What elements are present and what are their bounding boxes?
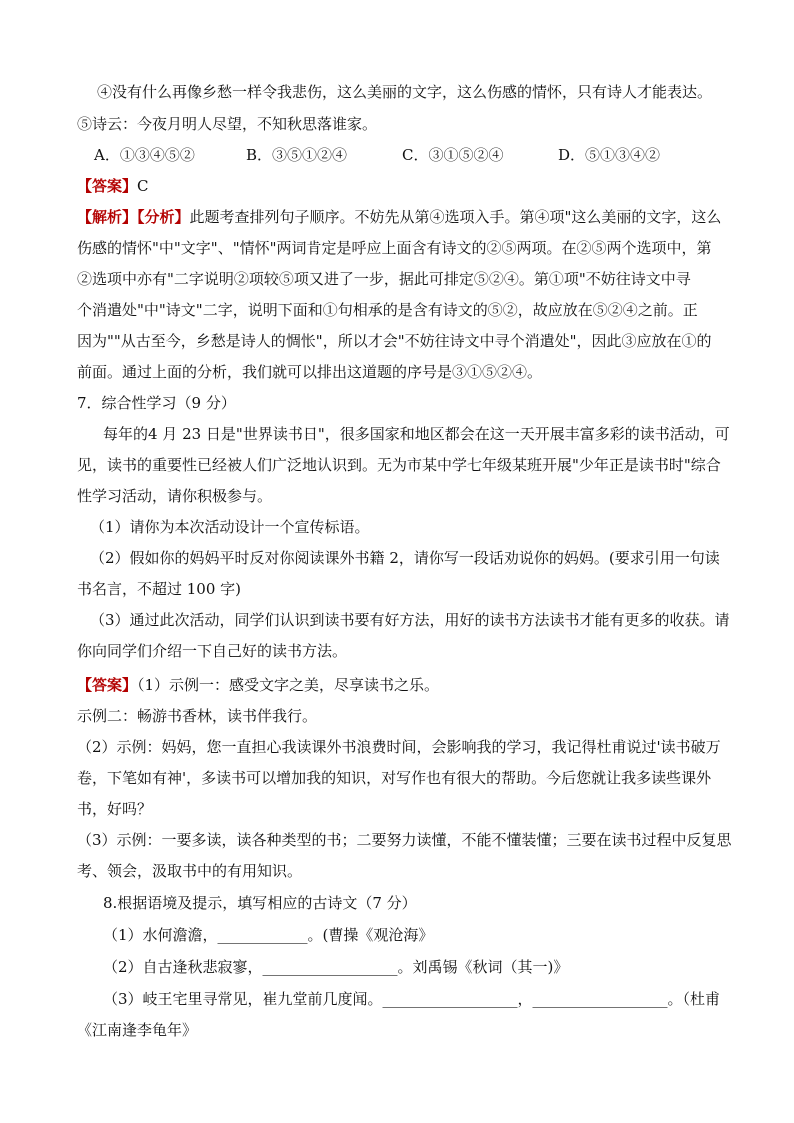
- answer-value: C: [137, 177, 149, 195]
- answer-tag: 【答案】: [77, 676, 138, 694]
- q6-analysis-line-5: 因为""从古至今，乡愁是诗人的惆怅"，所以才会"不妨往诗文中寻个消遣处"，因此③应放在①的: [77, 332, 712, 350]
- q6-analysis-line-3: ②选项中亦有"二字说明②项较⑤项又进了一步，据此可排定⑤②④。第①项"不妨往诗文中寻: [77, 270, 691, 288]
- q6-analysis-line-6: 前面。通过上面的分析，我们就可以排出这道题的序号是③①⑤②④。: [77, 363, 543, 381]
- q6-answer: [77, 176, 149, 196]
- answer-text: （1）示例一：感受文字之美，尽享读书之乐。: [137, 676, 440, 694]
- q7-answer-line-3: （2）示例：妈妈，您一直担心我读课外书浪费时间，会影响我的学习，我记得杜甫说过'读书破万: [77, 738, 721, 756]
- q8-line-2: （2）自古逢秋悲寂寥，__________________。刘禹锡《秋词（其一)》: [103, 958, 569, 976]
- q7-sub-1: （1）请你为本次活动设计一个宣传标语。: [90, 518, 370, 536]
- q6-item-4: ④没有什么再像乡愁一样令我悲伤，这么美丽的文字，这么伤感的情怀，只有诗人才能表达。: [97, 83, 713, 101]
- q7-intro-line-1: 每年的4 月 23 日是"世界读书日"，很多国家和地区都会在这一天开展丰富多彩的读书活动，可: [103, 425, 730, 443]
- q6-option-c: C．③①⑤②④: [402, 146, 504, 164]
- q7-sub-3-line-1: （3）通过此次活动，同学们认识到读书要有好方法，用好的读书方法读书才能有更多的收获。请: [90, 611, 730, 629]
- q6-analysis-line-4: 个消遣处"中"诗文"二字，说明下面和①句相承的是含有诗文的⑤②，故应放在⑤②④之前。正: [77, 301, 698, 319]
- analysis-text: 此题考查排列句子顺序。不妨先从第④选项入手。第④项"这么美丽的文字，这么: [189, 208, 722, 226]
- q7-answer-line-6: （3）示例：一要多读，读各种类型的书；二要努力读懂，不能不懂装懂；三要在读书过程中反复思: [77, 831, 732, 849]
- q7-intro-line-2: 见，读书的重要性已经被人们广泛地认识到。无为市某中学七年级某班开展"少年正是读书时"综合: [77, 456, 721, 474]
- q7-answer-line-5: 书，好吗？: [77, 800, 153, 818]
- q8-title: 8.根据语境及提示，填写相应的古诗文（7 分）: [103, 894, 417, 912]
- q7-title: 7．综合性学习（9 分）: [77, 394, 236, 412]
- q6-item-5: ⑤诗云：今夜月明人尽望，不知秋思落谁家。: [77, 115, 378, 133]
- q7-sub-2-line-2: 书名言，不超过 100 字): [77, 580, 242, 598]
- q6-option-b: B．③⑤①②④: [246, 146, 348, 164]
- q7-sub-3-line-2: 你向同学们介绍一下自己好的读书方法。: [77, 642, 348, 660]
- q7-answer-line-2: 示例二：畅游书香林，读书伴我行。: [77, 707, 318, 725]
- q8-line-1: （1）水何澹澹，____________。(曹操《观沧海》: [103, 926, 434, 944]
- q7-answer-line-4: 卷，下笔如有神'，多读书可以增加我的知识，对写作也有很大的帮助。今后您就让我多读些课外: [77, 769, 712, 787]
- q6-option-d: D．⑤①③④②: [558, 146, 661, 164]
- q6-analysis-line-1: [77, 207, 721, 227]
- q6-analysis-line-2: 伤感的情怀"中"文字"、"情怀"两词肯定是呼应上面含有诗文的②⑤两项。在②⑤两个选项中，第: [77, 239, 712, 257]
- q6-option-a: A．①③④⑤②: [94, 146, 195, 164]
- q7-answer-line-1: [77, 675, 439, 695]
- q7-intro-line-3: 性学习活动，请你积极参与。: [77, 487, 273, 505]
- answer-tag: 【答案】: [77, 177, 138, 195]
- q7-sub-2-line-1: （2）假如你的妈妈平时反对你阅读课外书籍 2，请你写一段话劝说你的妈妈。(要求引用一句读: [90, 549, 720, 567]
- q8-line-3: （3）岐王宅里寻常见，崔九堂前几度闻。__________________，__________________。（杜甫: [103, 990, 721, 1008]
- q7-answer-line-7: 考、领会，汲取书中的有用知识。: [77, 862, 303, 880]
- analysis-tag: 【解析】【分析】: [77, 208, 190, 226]
- q8-line-4: 《江南逢李龟年》: [77, 1021, 198, 1039]
